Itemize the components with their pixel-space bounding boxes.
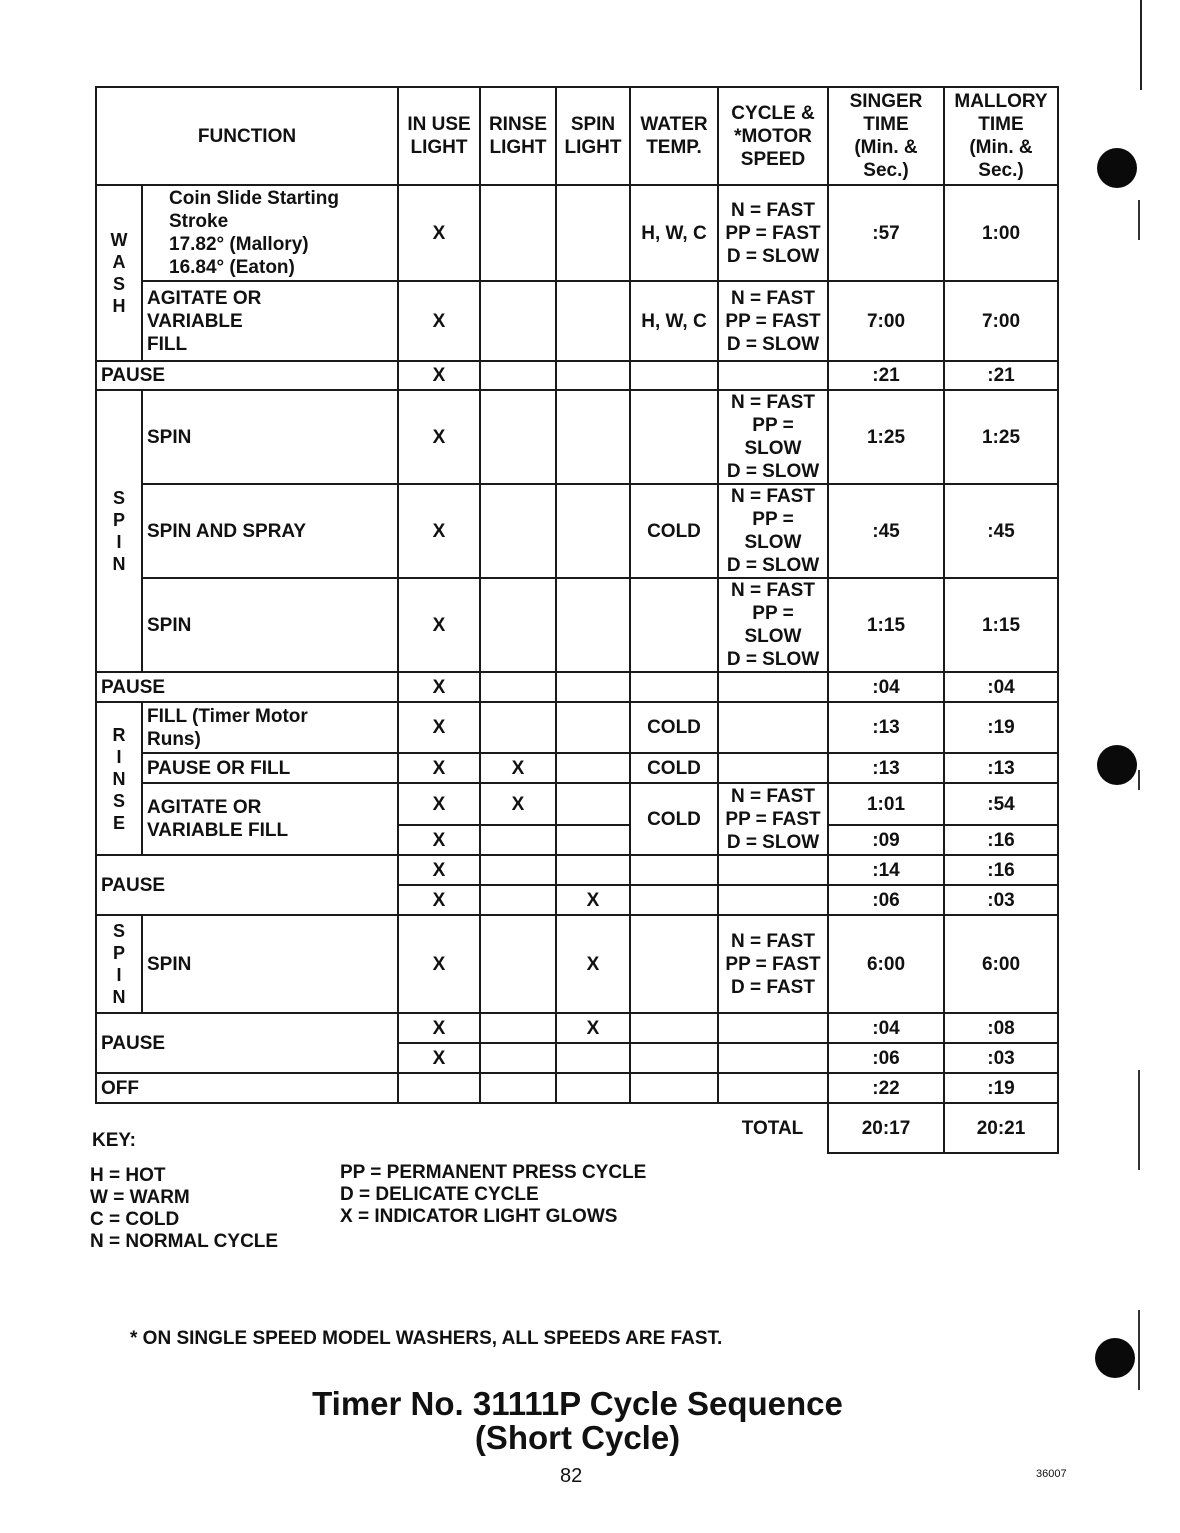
- group-label-rinse: R I N S E: [96, 702, 142, 855]
- in-use-cell: X: [398, 855, 480, 885]
- motor-speed-cell: [718, 1073, 828, 1103]
- spin-cell: [556, 783, 630, 825]
- scan-mark: [1138, 1070, 1140, 1170]
- singer-time-cell: :45: [828, 484, 944, 578]
- rinse-cell: [480, 855, 556, 885]
- key-item: D = DELICATE CYCLE: [340, 1184, 539, 1205]
- function-spin-and-spray: SPIN AND SPRAY: [142, 484, 398, 578]
- spin-cell: [556, 281, 630, 361]
- mallory-time-cell: :04: [944, 672, 1058, 702]
- punch-hole-middle: [1097, 745, 1137, 785]
- motor-speed-cell: N = FAST PP = FAST D = SLOW: [718, 185, 828, 281]
- key-item: H = HOT: [90, 1165, 166, 1186]
- table-row: [96, 1073, 1058, 1103]
- function-spin: SPIN: [142, 915, 398, 1013]
- singer-time-cell: :13: [828, 753, 944, 783]
- water-cell: [630, 885, 718, 915]
- motor-speed-cell: N = FAST PP = FAST D = FAST: [718, 915, 828, 1013]
- singer-time-cell: :06: [828, 885, 944, 915]
- singer-time-cell: 7:00: [828, 281, 944, 361]
- motor-speed-cell: [718, 885, 828, 915]
- cycle-sequence-table: [95, 86, 1059, 1154]
- singer-time-cell: 1:25: [828, 390, 944, 484]
- mallory-time-cell: :16: [944, 825, 1058, 855]
- table-row: [96, 484, 1058, 578]
- rinse-cell: [480, 672, 556, 702]
- page-title: Timer No. 31111P Cycle Sequence: [312, 1385, 843, 1422]
- in-use-cell: X: [398, 361, 480, 390]
- rinse-cell: [480, 825, 556, 855]
- water-cell: H, W, C: [630, 185, 718, 281]
- mallory-time-cell: :13: [944, 753, 1058, 783]
- table-row: [96, 390, 1058, 484]
- table-row: [96, 783, 1058, 825]
- header-function: FUNCTION: [96, 87, 398, 185]
- water-cell: [630, 361, 718, 390]
- table-row: [96, 702, 1058, 753]
- motor-speed-cell: N = FAST PP = SLOW D = SLOW: [718, 484, 828, 578]
- header-row: [96, 87, 1058, 185]
- document-code: 36007: [1036, 1468, 1067, 1480]
- function-pause-or-fill: PAUSE OR FILL: [142, 753, 398, 783]
- spin-cell: [556, 484, 630, 578]
- rinse-cell: [480, 915, 556, 1013]
- motor-speed-cell: [718, 702, 828, 753]
- mallory-time-cell: :54: [944, 783, 1058, 825]
- group-label-wash: W A S H: [96, 185, 142, 361]
- in-use-cell: X: [398, 915, 480, 1013]
- mallory-time-cell: :03: [944, 885, 1058, 915]
- motor-speed-cell: [718, 855, 828, 885]
- header-spin-light: SPIN LIGHT: [556, 87, 630, 185]
- spin-cell: X: [556, 915, 630, 1013]
- water-cell: COLD: [630, 484, 718, 578]
- in-use-cell: X: [398, 672, 480, 702]
- page-edge-line: [1140, 0, 1142, 90]
- water-cell: [630, 1043, 718, 1073]
- motor-speed-cell: N = FAST PP = SLOW D = SLOW: [718, 390, 828, 484]
- mallory-time-cell: :19: [944, 702, 1058, 753]
- group-label-spin: S P I N: [96, 915, 142, 1013]
- rinse-cell: [480, 702, 556, 753]
- in-use-cell: [398, 1073, 480, 1103]
- table-row: [96, 1013, 1058, 1043]
- in-use-cell: X: [398, 1043, 480, 1073]
- in-use-cell: X: [398, 185, 480, 281]
- in-use-cell: X: [398, 578, 480, 672]
- function-spin: SPIN: [142, 578, 398, 672]
- spin-cell: [556, 702, 630, 753]
- water-cell: COLD: [630, 702, 718, 753]
- rinse-cell: X: [480, 753, 556, 783]
- total-mallory-time: 20:21: [944, 1103, 1058, 1153]
- rinse-cell: [480, 578, 556, 672]
- function-spin: SPIN: [142, 390, 398, 484]
- water-cell: [630, 915, 718, 1013]
- total-row: [96, 1103, 1058, 1153]
- singer-time-cell: :04: [828, 672, 944, 702]
- punch-hole-top: [1097, 148, 1137, 188]
- key-left-column: [90, 1165, 278, 1253]
- in-use-cell: X: [398, 390, 480, 484]
- function-pause: PAUSE: [96, 672, 398, 702]
- key-item: C = COLD: [90, 1209, 180, 1230]
- mallory-time-cell: :03: [944, 1043, 1058, 1073]
- key-title: KEY:: [92, 1130, 136, 1151]
- function-agitate-variable-fill: AGITATE OR VARIABLE FILL: [142, 281, 398, 361]
- header-water-temp: WATER TEMP.: [630, 87, 718, 185]
- spin-cell: [556, 578, 630, 672]
- function-off: OFF: [96, 1073, 398, 1103]
- spin-cell: X: [556, 1013, 630, 1043]
- mallory-time-cell: 7:00: [944, 281, 1058, 361]
- mallory-time-cell: 1:00: [944, 185, 1058, 281]
- table-row: [96, 855, 1058, 885]
- rinse-cell: X: [480, 783, 556, 825]
- table-row: [96, 915, 1058, 1013]
- key-item: N = NORMAL CYCLE: [90, 1231, 279, 1252]
- mallory-time-cell: :08: [944, 1013, 1058, 1043]
- function-pause: PAUSE: [96, 361, 398, 390]
- scan-mark: [1138, 1310, 1140, 1390]
- singer-time-cell: :14: [828, 855, 944, 885]
- table-row: [96, 672, 1058, 702]
- rinse-cell: [480, 885, 556, 915]
- rinse-cell: [480, 185, 556, 281]
- water-cell: [630, 672, 718, 702]
- key-item: PP = PERMANENT PRESS CYCLE: [340, 1162, 647, 1183]
- water-cell: [630, 1073, 718, 1103]
- spin-cell: [556, 753, 630, 783]
- scan-mark: [1138, 200, 1140, 240]
- spin-cell: X: [556, 885, 630, 915]
- spin-cell: [556, 672, 630, 702]
- mallory-time-cell: :21: [944, 361, 1058, 390]
- water-cell: [630, 1013, 718, 1043]
- water-cell: [630, 390, 718, 484]
- header-motor-speed: CYCLE & *MOTOR SPEED: [718, 87, 828, 185]
- spin-cell: [556, 825, 630, 855]
- motor-speed-cell: [718, 361, 828, 390]
- rinse-cell: [480, 390, 556, 484]
- spin-cell: [556, 361, 630, 390]
- mallory-time-cell: 6:00: [944, 915, 1058, 1013]
- page-subtitle: (Short Cycle): [474, 1419, 681, 1456]
- single-speed-note: * ON SINGLE SPEED MODEL WASHERS, ALL SPEEDS ARE FAST.: [130, 1328, 723, 1349]
- spin-cell: [556, 1073, 630, 1103]
- function-pause: PAUSE: [96, 855, 398, 915]
- mallory-time-cell: 1:25: [944, 390, 1058, 484]
- in-use-cell: X: [398, 702, 480, 753]
- spin-cell: [556, 855, 630, 885]
- rinse-cell: [480, 1013, 556, 1043]
- mallory-time-cell: :19: [944, 1073, 1058, 1103]
- water-cell: [630, 578, 718, 672]
- singer-time-cell: :06: [828, 1043, 944, 1073]
- singer-time-cell: 1:15: [828, 578, 944, 672]
- mallory-time-cell: :45: [944, 484, 1058, 578]
- total-label: TOTAL: [741, 1118, 804, 1139]
- in-use-cell: X: [398, 885, 480, 915]
- header-singer-time: SINGER TIME (Min. & Sec.): [828, 87, 944, 185]
- in-use-cell: X: [398, 753, 480, 783]
- table-row: [96, 281, 1058, 361]
- group-label-spin: S P I N: [96, 390, 142, 672]
- header-in-use-light: IN USE LIGHT: [398, 87, 480, 185]
- singer-time-cell: :57: [828, 185, 944, 281]
- singer-time-cell: 6:00: [828, 915, 944, 1013]
- scan-mark: [1138, 770, 1140, 790]
- key-right-column: [340, 1162, 646, 1228]
- spin-cell: [556, 1043, 630, 1073]
- motor-speed-cell: N = FAST PP = SLOW D = SLOW: [718, 578, 828, 672]
- key-item: W = WARM: [90, 1187, 190, 1208]
- singer-time-cell: :21: [828, 361, 944, 390]
- in-use-cell: X: [398, 783, 480, 825]
- rinse-cell: [480, 281, 556, 361]
- function-fill-timer-motor-runs: FILL (Timer Motor Runs): [142, 702, 398, 753]
- mallory-time-cell: 1:15: [944, 578, 1058, 672]
- singer-time-cell: :22: [828, 1073, 944, 1103]
- motor-speed-cell: N = FAST PP = FAST D = SLOW: [718, 783, 828, 855]
- function-coin-slide: Coin Slide Starting Stroke 17.82° (Mallory) 16.84° (Eaton): [142, 185, 398, 281]
- table-row: [96, 753, 1058, 783]
- page-number: 82: [560, 1465, 583, 1487]
- motor-speed-cell: N = FAST PP = FAST D = SLOW: [718, 281, 828, 361]
- water-cell: COLD: [630, 783, 718, 855]
- in-use-cell: X: [398, 281, 480, 361]
- singer-time-cell: :09: [828, 825, 944, 855]
- singer-time-cell: :04: [828, 1013, 944, 1043]
- in-use-cell: X: [398, 1013, 480, 1043]
- total-singer-time: 20:17: [828, 1103, 944, 1153]
- table-row: [96, 185, 1058, 281]
- function-agitate-variable-fill: AGITATE OR VARIABLE FILL: [142, 783, 398, 855]
- table-row: [96, 361, 1058, 390]
- rinse-cell: [480, 1073, 556, 1103]
- rinse-cell: [480, 484, 556, 578]
- in-use-cell: X: [398, 825, 480, 855]
- table-row: [96, 578, 1058, 672]
- rinse-cell: [480, 361, 556, 390]
- water-cell: COLD: [630, 753, 718, 783]
- in-use-cell: X: [398, 484, 480, 578]
- key-item: X = INDICATOR LIGHT GLOWS: [340, 1206, 618, 1227]
- spin-cell: [556, 390, 630, 484]
- water-cell: [630, 855, 718, 885]
- function-pause: PAUSE: [96, 1013, 398, 1073]
- motor-speed-cell: [718, 1043, 828, 1073]
- motor-speed-cell: [718, 672, 828, 702]
- water-cell: H, W, C: [630, 281, 718, 361]
- spin-cell: [556, 185, 630, 281]
- singer-time-cell: 1:01: [828, 783, 944, 825]
- header-rinse-light: RINSE LIGHT: [480, 87, 556, 185]
- rinse-cell: [480, 1043, 556, 1073]
- header-mallory-time: MALLORY TIME (Min. & Sec.): [944, 87, 1058, 185]
- punch-hole-bottom: [1095, 1338, 1135, 1378]
- motor-speed-cell: [718, 753, 828, 783]
- motor-speed-cell: [718, 1013, 828, 1043]
- singer-time-cell: :13: [828, 702, 944, 753]
- mallory-time-cell: :16: [944, 855, 1058, 885]
